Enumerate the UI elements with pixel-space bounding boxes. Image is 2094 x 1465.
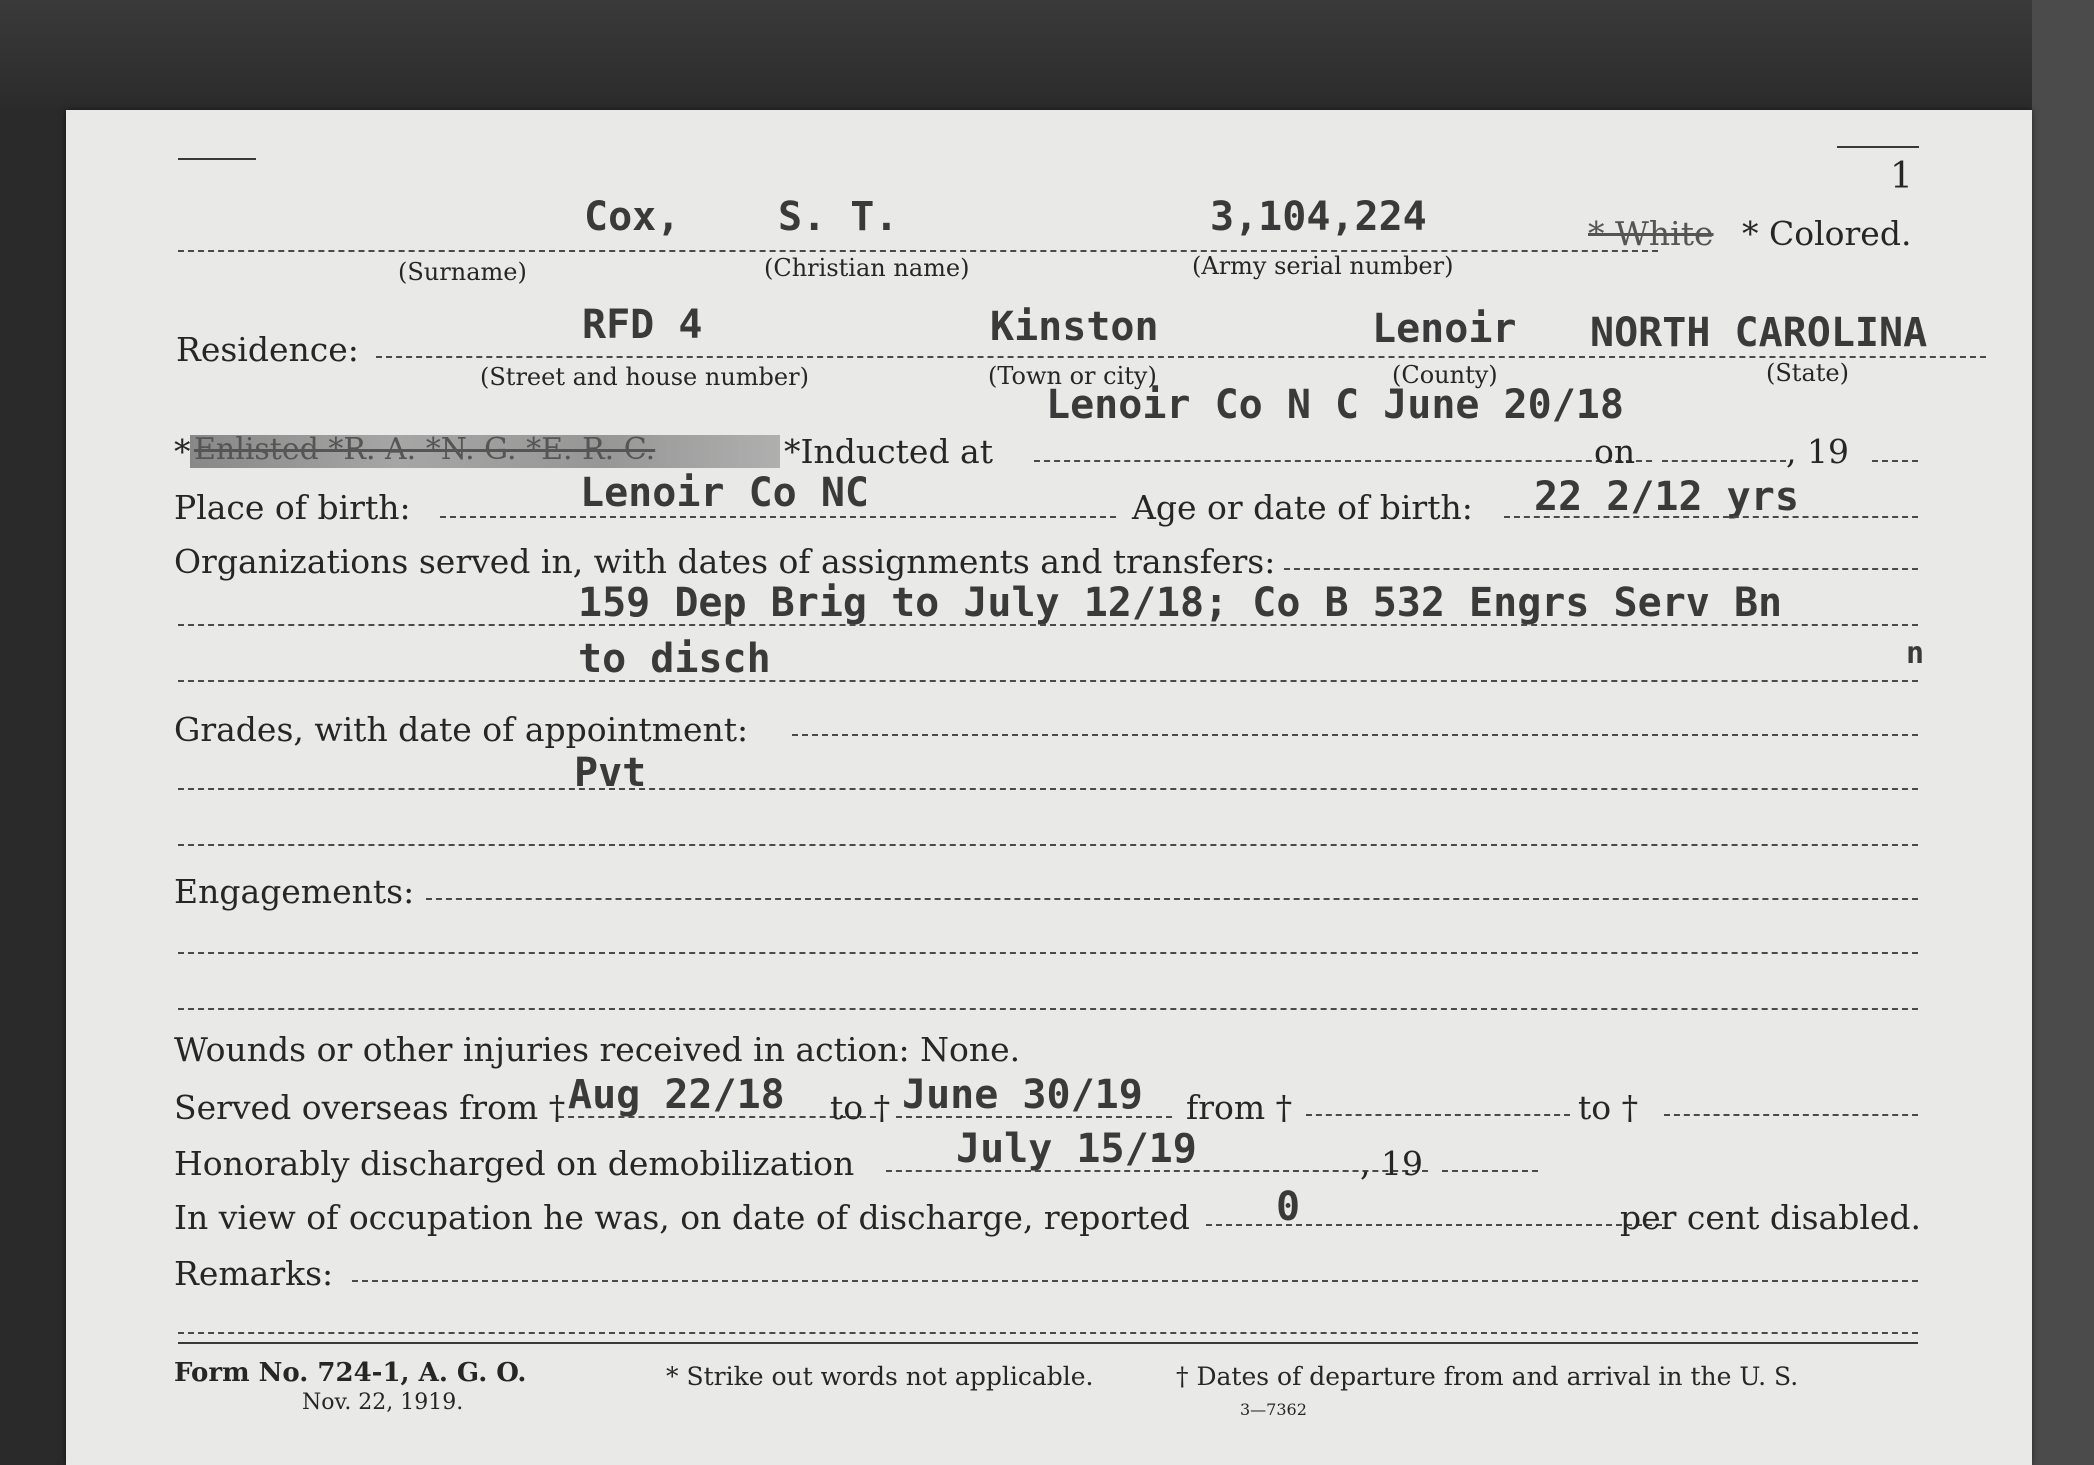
organizations-margin-mark: n — [1906, 636, 1925, 671]
form-date: Nov. 22, 1919. — [302, 1390, 464, 1415]
discharge-label: Honorably discharged on demobilization — [174, 1144, 855, 1183]
engagements-rule-1 — [178, 952, 1918, 954]
background-top — [0, 0, 2094, 108]
inducted-year-line — [1872, 460, 1918, 462]
inducted-on-line — [1662, 460, 1786, 462]
background-right — [2032, 0, 2094, 1465]
serial-caption: (Army serial number) — [1192, 252, 1454, 280]
overseas-from-line — [558, 1116, 876, 1118]
overseas-from2-line — [1306, 1114, 1570, 1116]
age-value: 22 2/12 yrs — [1534, 474, 1799, 520]
inducted-on-label: on — [1594, 432, 1636, 471]
print-code: 3—7362 — [1240, 1400, 1307, 1419]
residence-county: Lenoir — [1372, 306, 1517, 352]
discharge-value: July 15/19 — [956, 1126, 1197, 1172]
page-number: 1 — [1890, 156, 1913, 197]
organizations-label: Organizations served in, with dates of assignments and transfers: — [174, 542, 1276, 581]
christian-name-value: S. T. — [778, 194, 899, 240]
race-white-label: * White — [1588, 214, 1714, 253]
overseas-to-label: to † — [830, 1088, 891, 1127]
remarks-line-1 — [352, 1280, 1918, 1282]
organizations-rule-2 — [178, 680, 1918, 682]
residence-state: NORTH CAROLINA — [1590, 310, 1928, 356]
inducted-value: Lenoir Co N C June 20/18 — [1046, 382, 1624, 428]
footer-divider — [178, 1342, 1918, 1344]
remarks-label: Remarks: — [174, 1254, 334, 1293]
overseas-from2-label: from † — [1186, 1088, 1293, 1127]
grades-rule-2 — [178, 844, 1918, 846]
overseas-from-value: Aug 22/18 — [568, 1072, 785, 1118]
grades-value: Pvt — [574, 750, 647, 796]
overseas-to-value: June 30/19 — [902, 1072, 1143, 1118]
disability-value: 0 — [1276, 1184, 1301, 1230]
top-right-rule — [1837, 146, 1919, 148]
place-of-birth-line — [440, 516, 1116, 518]
christian-name-caption: (Christian name) — [764, 254, 970, 282]
inducted-line — [1034, 460, 1652, 462]
residence-street: RFD 4 — [582, 302, 703, 348]
state-caption: (State) — [1766, 359, 1849, 387]
race-colored-label: * Colored. — [1742, 214, 1912, 253]
discharge-line — [886, 1170, 1428, 1172]
engagements-label: Engagements: — [174, 872, 415, 911]
grades-label: Grades, with date of appointment: — [174, 710, 749, 749]
street-caption: (Street and house number) — [480, 363, 809, 391]
remarks-line-2 — [178, 1332, 1918, 1334]
surname-caption: (Surname) — [398, 258, 527, 286]
disability-suffix: per cent disabled. — [1620, 1198, 1922, 1237]
place-of-birth-label: Place of birth: — [174, 488, 411, 527]
discharge-year-line — [1442, 1170, 1538, 1172]
form-number: Form No. 724-1, A. G. O. — [174, 1358, 527, 1388]
strike-out-note: * Strike out words not applicable. — [666, 1362, 1094, 1391]
town-caption: (Town or city) — [988, 362, 1157, 390]
organizations-rule-1 — [178, 624, 1918, 626]
residence-town: Kinston — [990, 304, 1159, 350]
residence-label: Residence: — [176, 330, 359, 369]
engagements-rule-2 — [178, 1008, 1918, 1010]
overseas-to2-label: to † — [1578, 1088, 1639, 1127]
age-line — [1504, 516, 1918, 518]
organizations-line-2: to disch — [578, 636, 771, 682]
serial-number-value: 3,104,224 — [1210, 194, 1427, 240]
inducted-year-label: , 19 — [1786, 432, 1849, 471]
top-left-rule — [178, 158, 256, 160]
enlistment-star: * — [174, 432, 191, 471]
grades-rule-1 — [178, 788, 1918, 790]
age-label: Age or date of birth: — [1132, 488, 1473, 527]
place-of-birth-value: Lenoir Co NC — [580, 470, 869, 516]
dagger-note: † Dates of departure from and arrival in the U. S. — [1176, 1362, 1799, 1391]
enlisted-struck-text: Enlisted *R. A. *N. G. *E. R. C. — [194, 432, 656, 467]
grades-label-line — [792, 734, 1918, 736]
organizations-label-line — [1284, 568, 1918, 570]
overseas-to-line — [896, 1116, 1172, 1118]
disability-line — [1206, 1224, 1662, 1226]
engagements-label-line — [426, 898, 1918, 900]
inducted-label: *Inducted at — [784, 432, 993, 471]
surname-value: Cox, — [584, 194, 681, 240]
county-caption: (County) — [1392, 361, 1498, 389]
disability-label: In view of occupation he was, on date of discharge, reported — [174, 1198, 1190, 1237]
wounds-text: Wounds or other injuries received in action: None. — [174, 1030, 1021, 1069]
residence-line — [376, 356, 1986, 358]
service-record-card — [66, 110, 2032, 1465]
overseas-label: Served overseas from † — [174, 1088, 566, 1127]
overseas-to2-line — [1664, 1114, 1918, 1116]
discharge-year-label: , 19 — [1360, 1144, 1423, 1183]
organizations-line-1: 159 Dep Brig to July 12/18; Co B 532 Engrs Serv Bn — [578, 580, 1783, 626]
